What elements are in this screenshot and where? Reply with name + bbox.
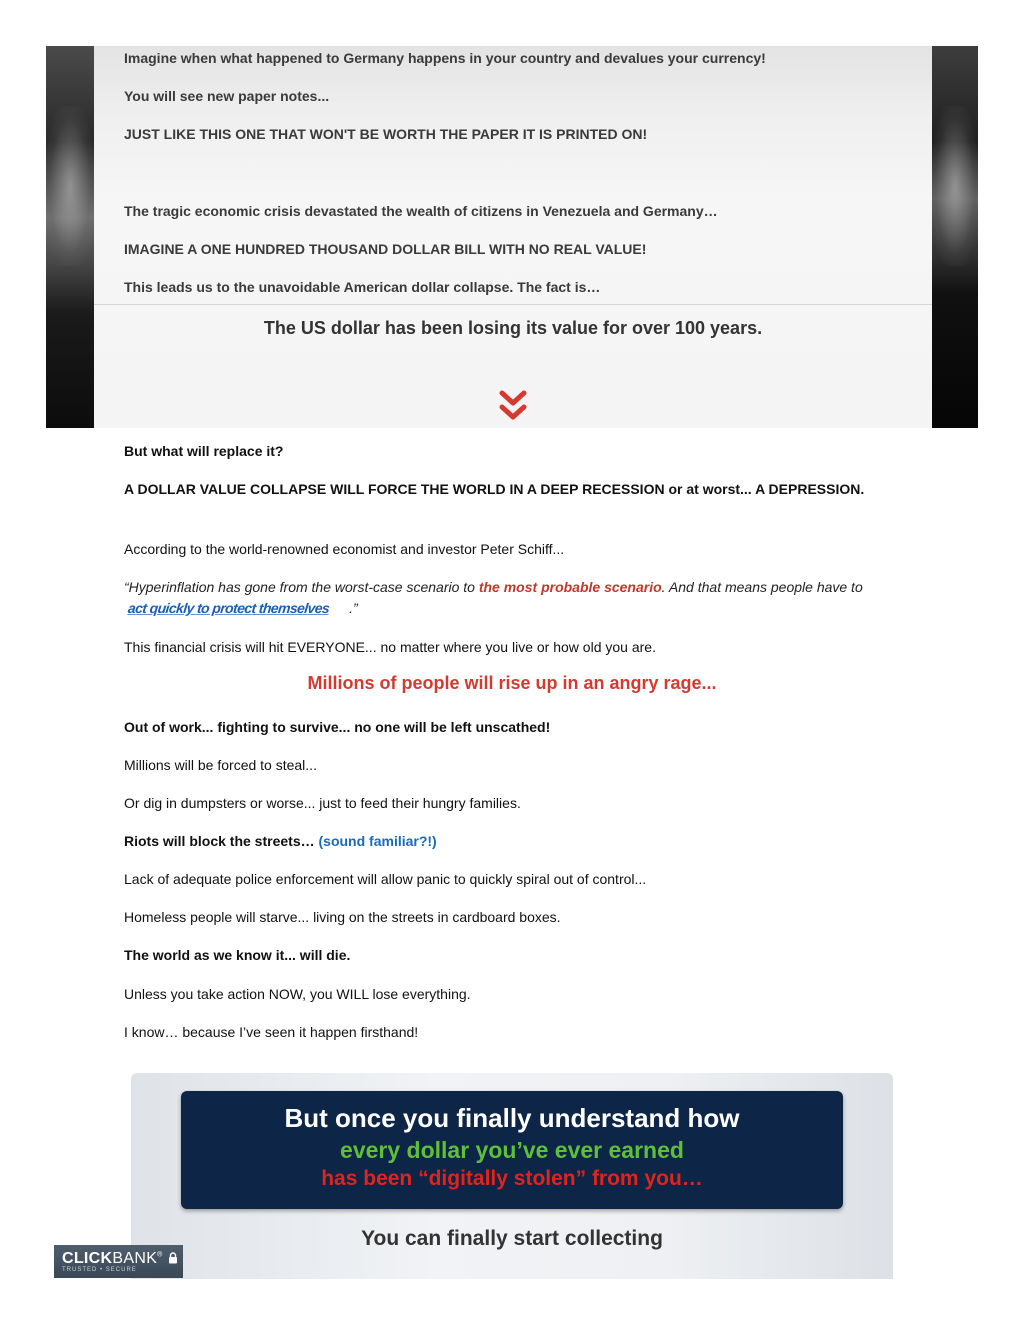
hero-content (94, 46, 932, 428)
hero-line-collapse: This leads us to the unavoidable American dollar collapse. The fact is… (124, 279, 601, 295)
hero-panel (46, 46, 978, 428)
world-die: The world as we know it... will die. (124, 947, 351, 963)
hero-line-paper-notes: You will see new paper notes... (124, 88, 330, 104)
schiff-intro: According to the world-renowned economist and investor Peter Schiff... (124, 541, 565, 557)
riots-text: Riots will block the streets… (124, 833, 319, 849)
crisis-everyone: This financial crisis will hit EVERYONE... no matter where you live or how old you are. (124, 639, 656, 655)
dumpsters: Or dig in dumpsters or worse... just to feed their hungry families. (124, 795, 521, 811)
quote-part1: “Hyperinflation has gone from the worst-case scenario to (124, 579, 479, 595)
quote-emphasis: the most probable scenario (478, 579, 662, 595)
homeless: Homeless people will starve... living on the streets in cardboard boxes. (124, 909, 561, 925)
quote-part2: . And that means people have to (661, 579, 863, 595)
firsthand: I know… because I’ve seen it happen firsthand! (124, 1024, 419, 1040)
hero-divider (94, 304, 932, 305)
riots-line (124, 831, 904, 852)
out-of-work: Out of work... fighting to survive... no one will be left unscathed! (124, 719, 551, 735)
hero-right-image (932, 46, 978, 428)
police: Lack of adequate police enforcement will allow panic to quickly spiral out of control... (124, 871, 647, 887)
forced-to-steal: Millions will be forced to steal... (124, 757, 317, 773)
clickbank-badge[interactable] (54, 1245, 183, 1278)
promo-line-2: every dollar you’ve ever earned (340, 1137, 684, 1163)
hero-line-bill: IMAGINE A ONE HUNDRED THOUSAND DOLLAR BILL WITH NO REAL VALUE! (124, 241, 647, 257)
double-chevron-down-icon (498, 390, 528, 422)
clickbank-tagline: TRUSTED • SECURE (62, 1267, 137, 1273)
lock-icon (168, 1252, 178, 1264)
schiff-quote (124, 577, 904, 619)
promo-subline: You can finally start collecting (361, 1227, 663, 1250)
quote-handwritten: act quickly to protect themselves (127, 600, 331, 616)
promo-line-3: has been “digitally stolen” from you… (321, 1167, 703, 1190)
hero-line-germany: Imagine when what happened to Germany happens in your country and devalues your currency! (124, 50, 766, 66)
replace-question: But what will replace it? (124, 443, 284, 459)
take-action: Unless you take action NOW, you WILL lose everything. (124, 986, 471, 1002)
hero-left-image (46, 46, 94, 428)
quote-end: .” (349, 600, 358, 616)
collapse-warning: A DOLLAR VALUE COLLAPSE WILL FORCE THE WORLD IN A DEEP RECESSION or at worst... A DEPRESSION. (124, 481, 865, 497)
promo-line-1: But once you finally understand how (284, 1103, 740, 1133)
hero-line-worthless: JUST LIKE THIS ONE THAT WON'T BE WORTH THE PAPER IT IS PRINTED ON! (124, 126, 648, 142)
hero-line-crisis: The tragic economic crisis devastated the wealth of citizens in Venezuela and Germany… (124, 203, 718, 219)
promo-banner (181, 1091, 843, 1209)
riots-aside: (sound familiar?!) (318, 833, 437, 849)
angry-rage-headline: Millions of people will rise up in an angry rage... (307, 673, 717, 693)
hero-headline: The US dollar has been losing its value for over 100 years. (263, 318, 763, 338)
clickbank-name: CLICKBANK® (62, 1250, 163, 1267)
promo-panel (131, 1073, 893, 1279)
